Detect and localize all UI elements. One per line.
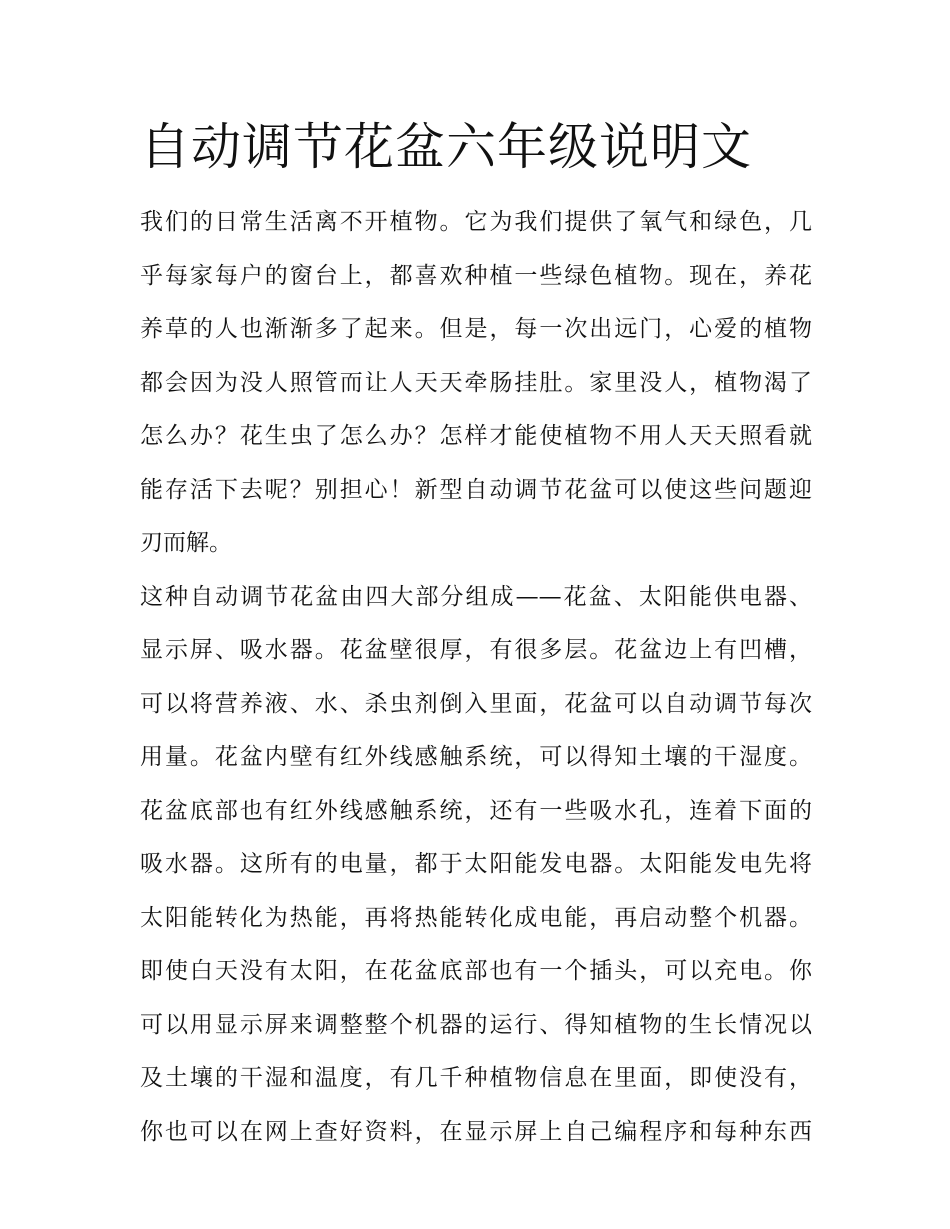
paragraph-intro — [140, 196, 812, 571]
paragraph-line: 可以将营养液、水、杀虫剂倒入里面，花盆可以自动调节每次 — [140, 690, 812, 717]
paragraph-line: 都会因为没人照管而让人天天牵肠挂肚。家里没人，植物渴了 — [140, 369, 812, 396]
paragraph-line: 用量。花盆内壁有红外线感触系统，可以得知土壤的干湿度。 — [140, 744, 812, 770]
paragraph-line: 能存活下去呢？别担心！新型自动调节花盆可以使这些问题迎 — [140, 476, 812, 503]
paragraph-line: 显示屏、吸水器。花盆壁很厚，有很多层。花盆边上有凹槽， — [140, 637, 812, 663]
paragraph-line: 及土壤的干湿和温度，有几千种植物信息在里面，即使没有， — [140, 1065, 812, 1091]
paragraph-line: 我们的日常生活离不开植物。它为我们提供了氧气和绿色，几 — [140, 209, 812, 235]
paragraph-line: 花盆底部也有红外线感触系统，还有一些吸水孔，连着下面的 — [140, 797, 812, 824]
paragraph-structure — [140, 571, 812, 1160]
paragraph-line: 你也可以在网上查好资料，在显示屏上自己编程序和每种东西 — [140, 1118, 812, 1145]
paragraph-line: 养草的人也渐渐多了起来。但是，每一次出远门，心爱的植物 — [140, 316, 812, 342]
paragraph-line: 即使白天没有太阳，在花盆底部也有一个插头，可以充电。你 — [140, 958, 812, 984]
document-page — [140, 112, 812, 1159]
paragraph-line: 乎每家每户的窗台上，都喜欢种植一些绿色植物。现在，养花 — [140, 262, 812, 289]
document-title: 自动调节花盆六年级说明文 — [140, 118, 752, 176]
paragraph-line: 刃而解。 — [140, 530, 232, 556]
paragraph-line: 这种自动调节花盆由四大部分组成——花盆、太阳能供电器、 — [140, 583, 812, 610]
paragraph-line: 吸水器。这所有的电量，都于太阳能发电器。太阳能发电先将 — [140, 851, 812, 877]
paragraph-line: 可以用显示屏来调整整个机器的运行、得知植物的生长情况以 — [140, 1011, 812, 1038]
paragraph-line: 怎么办？花生虫了怎么办？怎样才能使植物不用人天天照看就 — [140, 423, 812, 449]
paragraph-line: 太阳能转化为热能，再将热能转化成电能，再启动整个机器。 — [140, 904, 812, 931]
